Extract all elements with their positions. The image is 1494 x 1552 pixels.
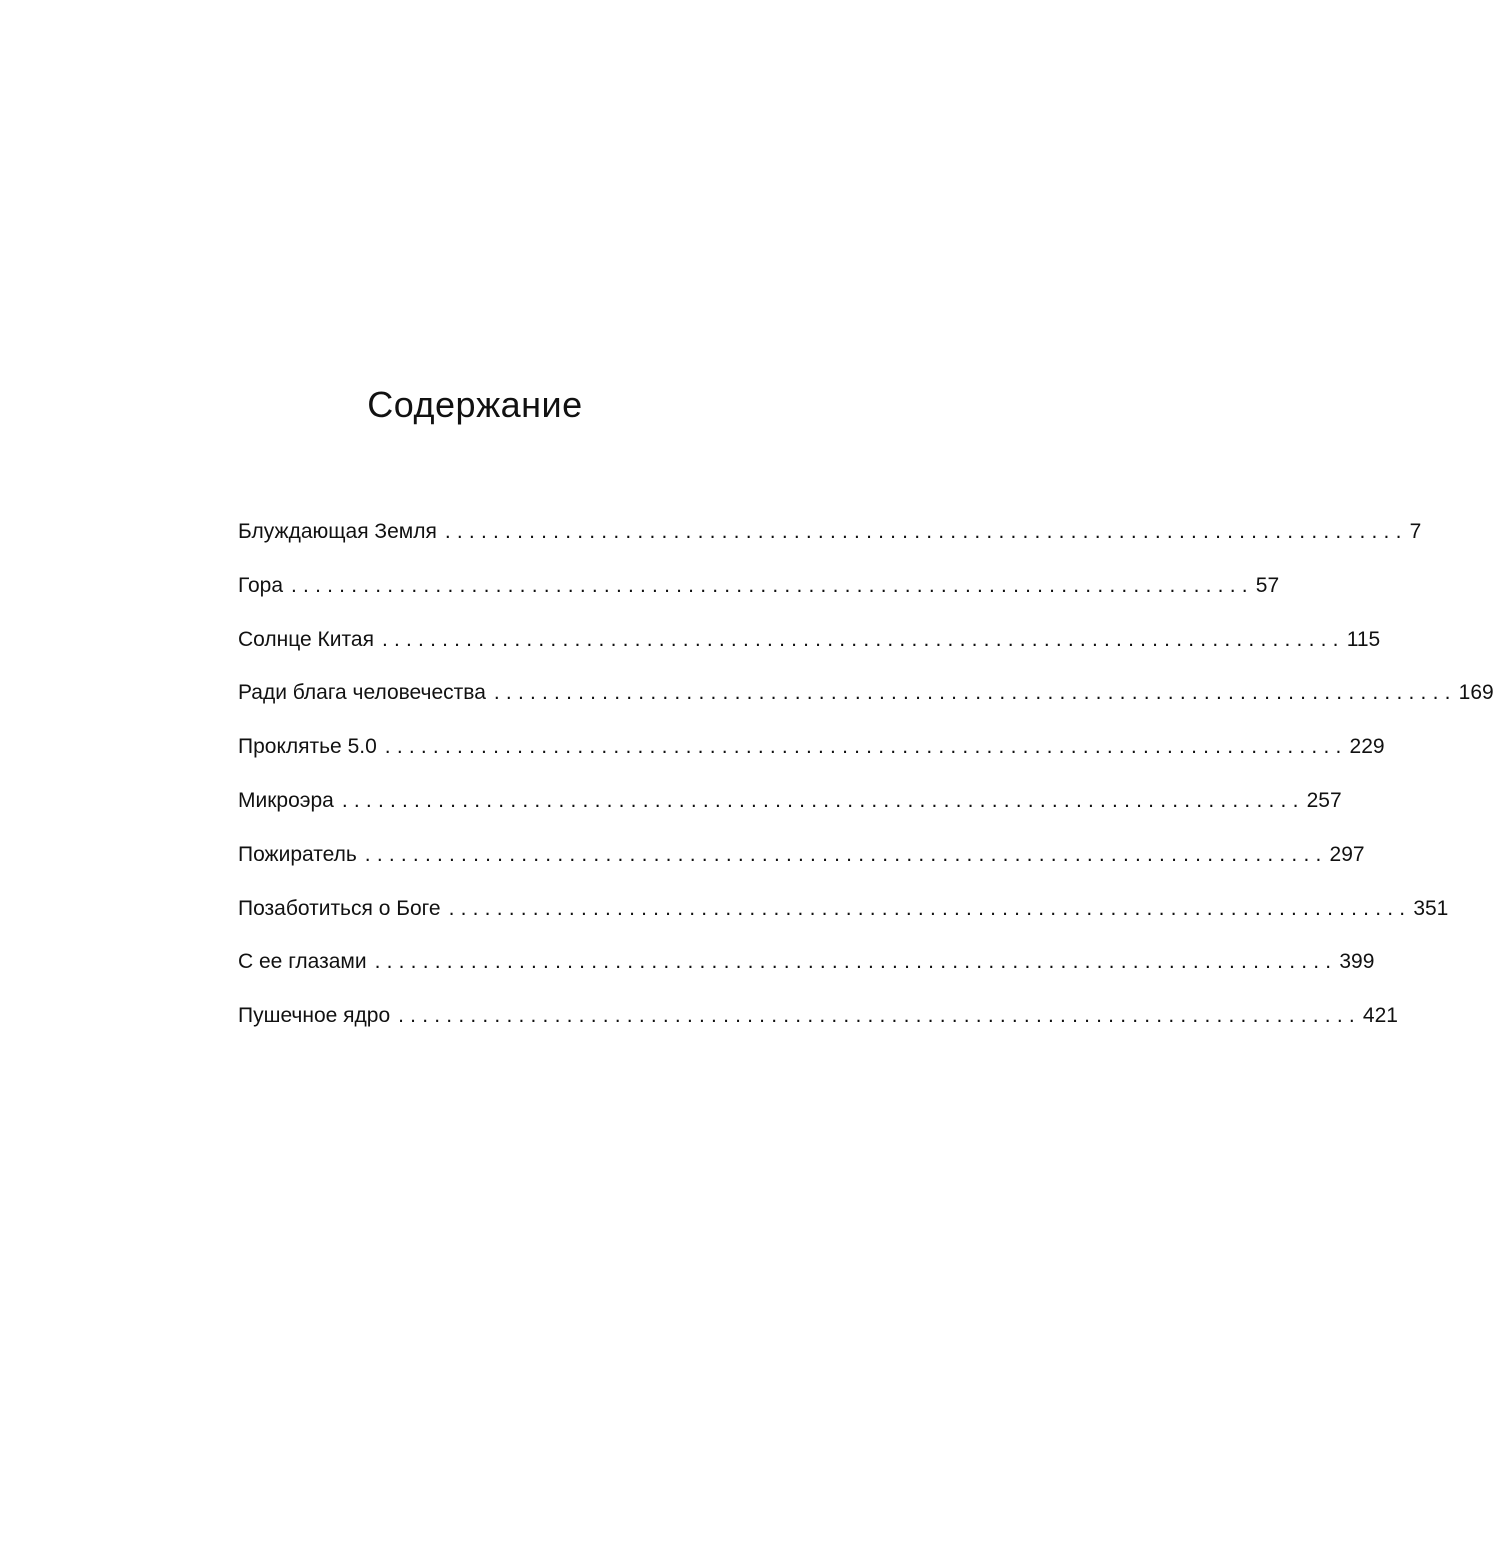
toc-dot-leader: ................................................................................	[493, 681, 1457, 705]
toc-entry-page: 297	[1329, 842, 1365, 866]
toc-entry-title: Блуждающая Земля	[238, 514, 445, 550]
toc-entry-title: Позаботиться о Боге	[238, 891, 449, 927]
toc-entry-page: 421	[1362, 1004, 1398, 1028]
toc-entry	[238, 729, 1385, 783]
table-of-contents	[238, 514, 1494, 1052]
toc-entry-page: 229	[1349, 735, 1385, 759]
toc-dot-leader: ................................................................................	[341, 788, 1305, 812]
toc-entry	[238, 514, 1422, 568]
toc-entry	[238, 675, 1494, 729]
toc-entry-title: Солнце Китая	[238, 622, 382, 658]
toc-entry	[238, 891, 1449, 945]
toc-entry-title: С ее глазами	[238, 944, 375, 980]
toc-entry-title: Микроэра	[238, 783, 342, 819]
toc-entry-title: Пушечное ядро	[238, 998, 398, 1034]
toc-dot-leader: ................................................................................	[291, 573, 1254, 597]
toc-entry	[238, 837, 1365, 891]
toc-entry-page: 7	[1409, 520, 1422, 543]
toc-dot-leader: ................................................................................	[398, 1004, 1361, 1028]
toc-dot-leader: ................................................................................	[444, 520, 1408, 543]
toc-entry-title: Проклятье 5.0	[238, 729, 385, 765]
toc-entry-title: Ради блага человечества	[238, 675, 494, 711]
toc-dot-leader: ................................................................................	[384, 735, 1348, 759]
toc-entry	[238, 998, 1398, 1052]
page-title: Содержание	[367, 384, 583, 425]
toc-entry-page: 351	[1413, 896, 1449, 920]
toc-entry	[238, 622, 1381, 676]
toc-entry-page: 257	[1306, 788, 1342, 812]
toc-entry-title: Пожиратель	[238, 837, 365, 873]
toc-entry-page: 57	[1255, 573, 1280, 597]
toc-entry-page: 115	[1346, 627, 1381, 651]
toc-entry-page: 169	[1458, 681, 1494, 705]
toc-entry	[238, 783, 1342, 837]
toc-dot-leader: ................................................................................	[374, 950, 1338, 974]
toc-entry	[238, 568, 1280, 622]
toc-dot-leader: ................................................................................	[381, 627, 1345, 651]
toc-dot-leader: ................................................................................	[364, 842, 1328, 866]
toc-entry	[238, 944, 1375, 998]
toc-entry-page: 399	[1339, 950, 1375, 974]
toc-dot-leader: ................................................................................	[448, 896, 1412, 920]
toc-entry-title: Гора	[238, 568, 291, 604]
